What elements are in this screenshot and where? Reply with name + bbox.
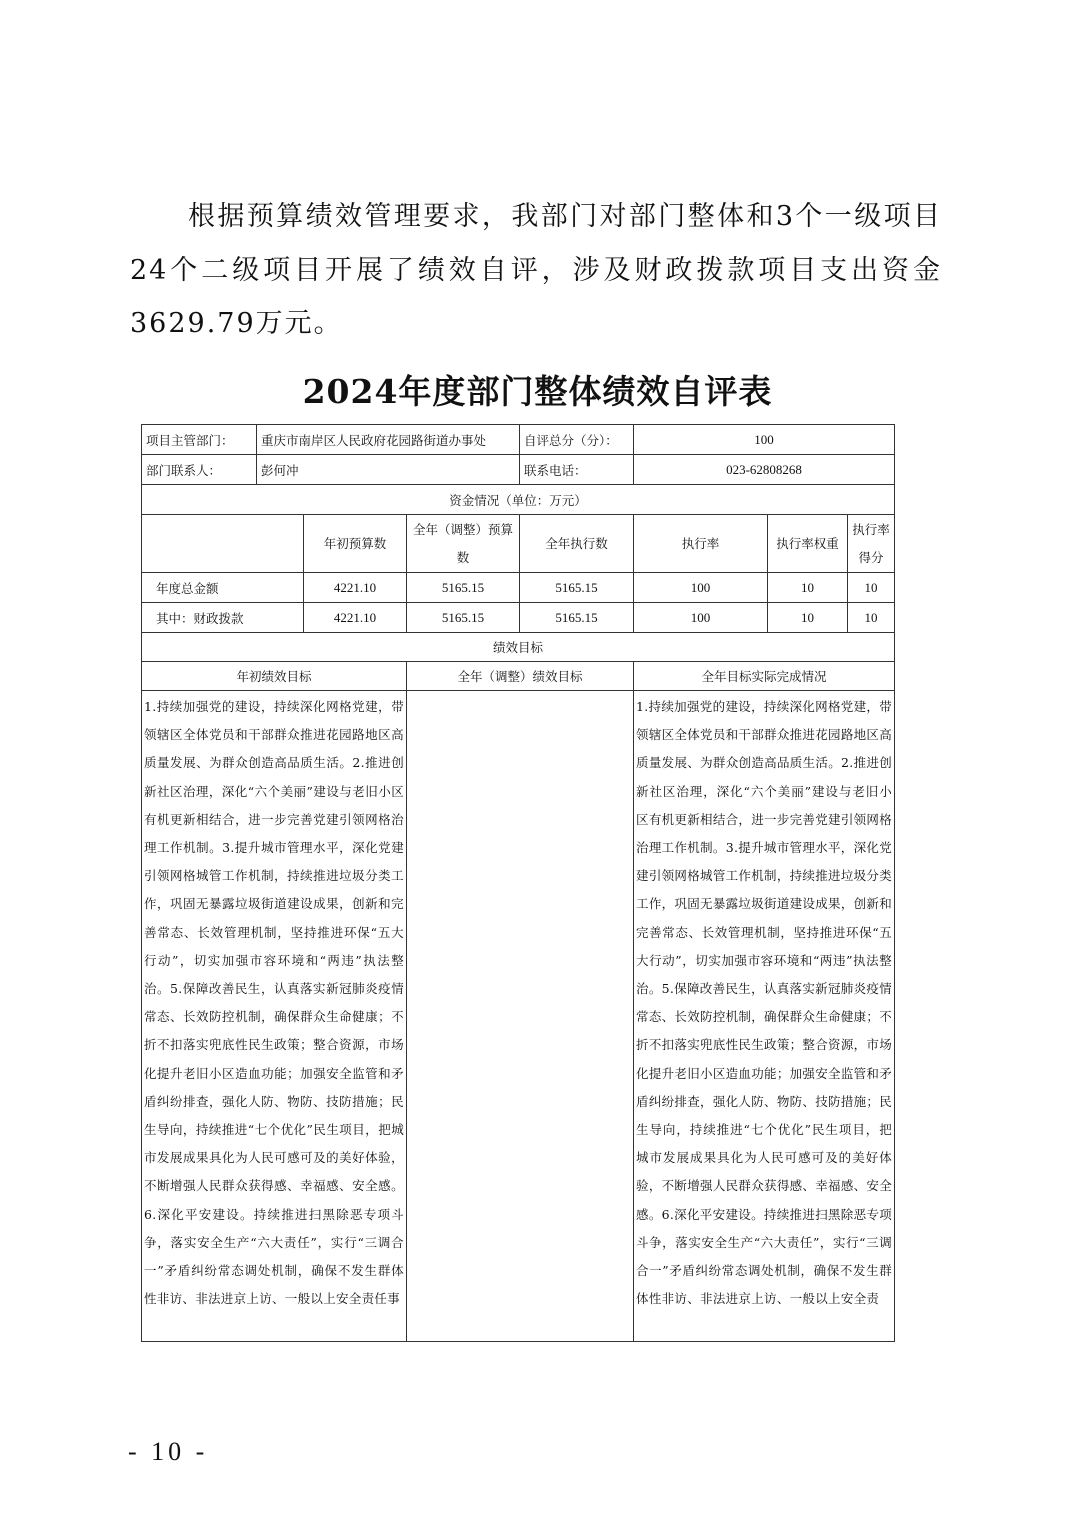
funds-header-row	[142, 515, 895, 573]
goals-header-row	[142, 662, 895, 691]
page-number: - 10 -	[128, 1437, 209, 1466]
phone-value: 023-62808268	[634, 455, 895, 485]
funds-cell-executed: 5165.15	[520, 603, 634, 633]
funds-cell-adjusted: 5165.15	[407, 603, 520, 633]
funds-header-adjusted: 全年（调整）预算数	[407, 515, 520, 573]
goals-section-row	[142, 633, 895, 662]
funds-section-title: 资金情况（单位：万元）	[142, 485, 895, 515]
goals-adjusted-cell	[407, 691, 634, 1342]
contact-label: 部门联系人：	[142, 455, 257, 485]
funds-row-fiscal	[142, 603, 895, 633]
goals-adjusted-text	[409, 693, 631, 1341]
funds-cell-rate: 100	[634, 603, 768, 633]
self-evaluation-table	[141, 424, 895, 1342]
goals-actual-text: 1.持续加强党的建设，持续深化网格党建，带领辖区全体党员和干部群众推进花园路地区高质量发展、为群众创造高品质生活。2.推进创新社区治理，深化“六个美丽”建设与老旧小区有机更新相结合，进一步完善党建引领网格治理工作机制。3.提升城市管理水平，深化党建引领网格城管工作机制，持续推进垃圾分类工作，巩固无暴露垃圾街道建设成果，创新和完善常态、长效管理机制，坚持推进环保“五大行动”，切实加强市容环境和“两违”执法整治。5.保障改善民生，认真落实新冠肺炎疫情常态、长效防控机制，确保群众生命健康；不折不扣落实兜底性民生政策；整合资源，市场化提升老旧小区造血功能；加强安全监管和矛盾纠纷排查，强化人防、物防、技防措施；民生导向，持续推进“七个优化”民生项目，把城市发展成果具化为人民可感可及的美好体验，不断增强人民群众获得感、幸福感、安全感。6.深化平安建设。持续推进扫黑除恶专项斗争，落实安全生产“六大责任”，实行“三调合一”矛盾纠纷常态调处机制，确保不发生群体性非访、非法进京上访、一般以上安全责	[636, 699, 893, 1307]
funds-row-label: 其中：财政拨款	[142, 603, 304, 633]
table-title: 2024年度部门整体绩效自评表	[302, 372, 773, 411]
funds-header-weight: 执行率权重	[768, 515, 848, 573]
contact-value: 彭何冲	[257, 455, 520, 485]
funds-cell-score: 10	[848, 603, 895, 633]
funds-header-score: 执行率得分	[848, 515, 895, 573]
funds-cell-weight: 10	[768, 573, 848, 603]
funds-row-label: 年度总金额	[142, 573, 304, 603]
phone-label: 联系电话：	[520, 455, 634, 485]
funds-cell-score: 10	[848, 573, 895, 603]
dept-label: 项目主管部门：	[142, 425, 257, 455]
funds-header-blank	[142, 515, 304, 573]
score-label: 自评总分（分）：	[520, 425, 634, 455]
goals-actual-cell	[634, 691, 895, 1342]
funds-cell-budget: 4221.10	[304, 573, 407, 603]
dept-value: 重庆市南岸区人民政府花园路街道办事处	[257, 425, 520, 455]
funds-cell-budget: 4221.10	[304, 603, 407, 633]
goals-header-adjusted: 全年（调整）绩效目标	[407, 662, 634, 691]
goals-section-title: 绩效目标	[142, 633, 895, 662]
funds-header-budget: 年初预算数	[304, 515, 407, 573]
funds-header-executed: 全年执行数	[520, 515, 634, 573]
funds-cell-executed: 5165.15	[520, 573, 634, 603]
info-row-department	[142, 425, 895, 455]
funds-row-total	[142, 573, 895, 603]
goals-header-initial: 年初绩效目标	[142, 662, 407, 691]
goals-header-actual: 全年目标实际完成情况	[634, 662, 895, 691]
goals-initial-cell	[142, 691, 407, 1342]
funds-cell-weight: 10	[768, 603, 848, 633]
funds-section-row	[142, 485, 895, 515]
funds-cell-rate: 100	[634, 573, 768, 603]
info-row-contact	[142, 455, 895, 485]
score-value: 100	[634, 425, 895, 455]
funds-header-rate: 执行率	[634, 515, 768, 573]
goals-initial-text: 1.持续加强党的建设，持续深化网格党建，带领辖区全体党员和干部群众推进花园路地区高质量发展、为群众创造高品质生活。2.推进创新社区治理，深化“六个美丽”建设与老旧小区有机更新相结合，进一步完善党建引领网格治理工作机制。3.提升城市管理水平，深化党建引领网格城管工作机制，持续推进垃圾分类工作，巩固无暴露垃圾街道建设成果，创新和完善常态、长效管理机制，坚持推进环保“五大行动”，切实加强市容环境和“两违”执法整治。5.保障改善民生，认真落实新冠肺炎疫情常态、长效防控机制，确保群众生命健康；不折不扣落实兜底性民生政策；整合资源，市场化提升老旧小区造血功能；加强安全监管和矛盾纠纷排查，强化人防、物防、技防措施；民生导向，持续推进“七个优化”民生项目，把城市发展成果具化为人民可感可及的美好体验，不断增强人民群众获得感、幸福感、安全感。6.深化平安建设。持续推进扫黑除恶专项斗争，落实安全生产“六大责任”，实行“三调合一”矛盾纠纷常态调处机制，确保不发生群体性非访、非法进京上访、一般以上安全责任事	[144, 699, 404, 1307]
funds-cell-adjusted: 5165.15	[407, 573, 520, 603]
goals-content-row	[142, 691, 895, 1342]
intro-paragraph: 根据预算绩效管理要求，我部门对部门整体和3个一级项目24个二级项目开展了绩效自评，涉及财政拨款项目支出资金3629.79万元。	[130, 201, 942, 339]
